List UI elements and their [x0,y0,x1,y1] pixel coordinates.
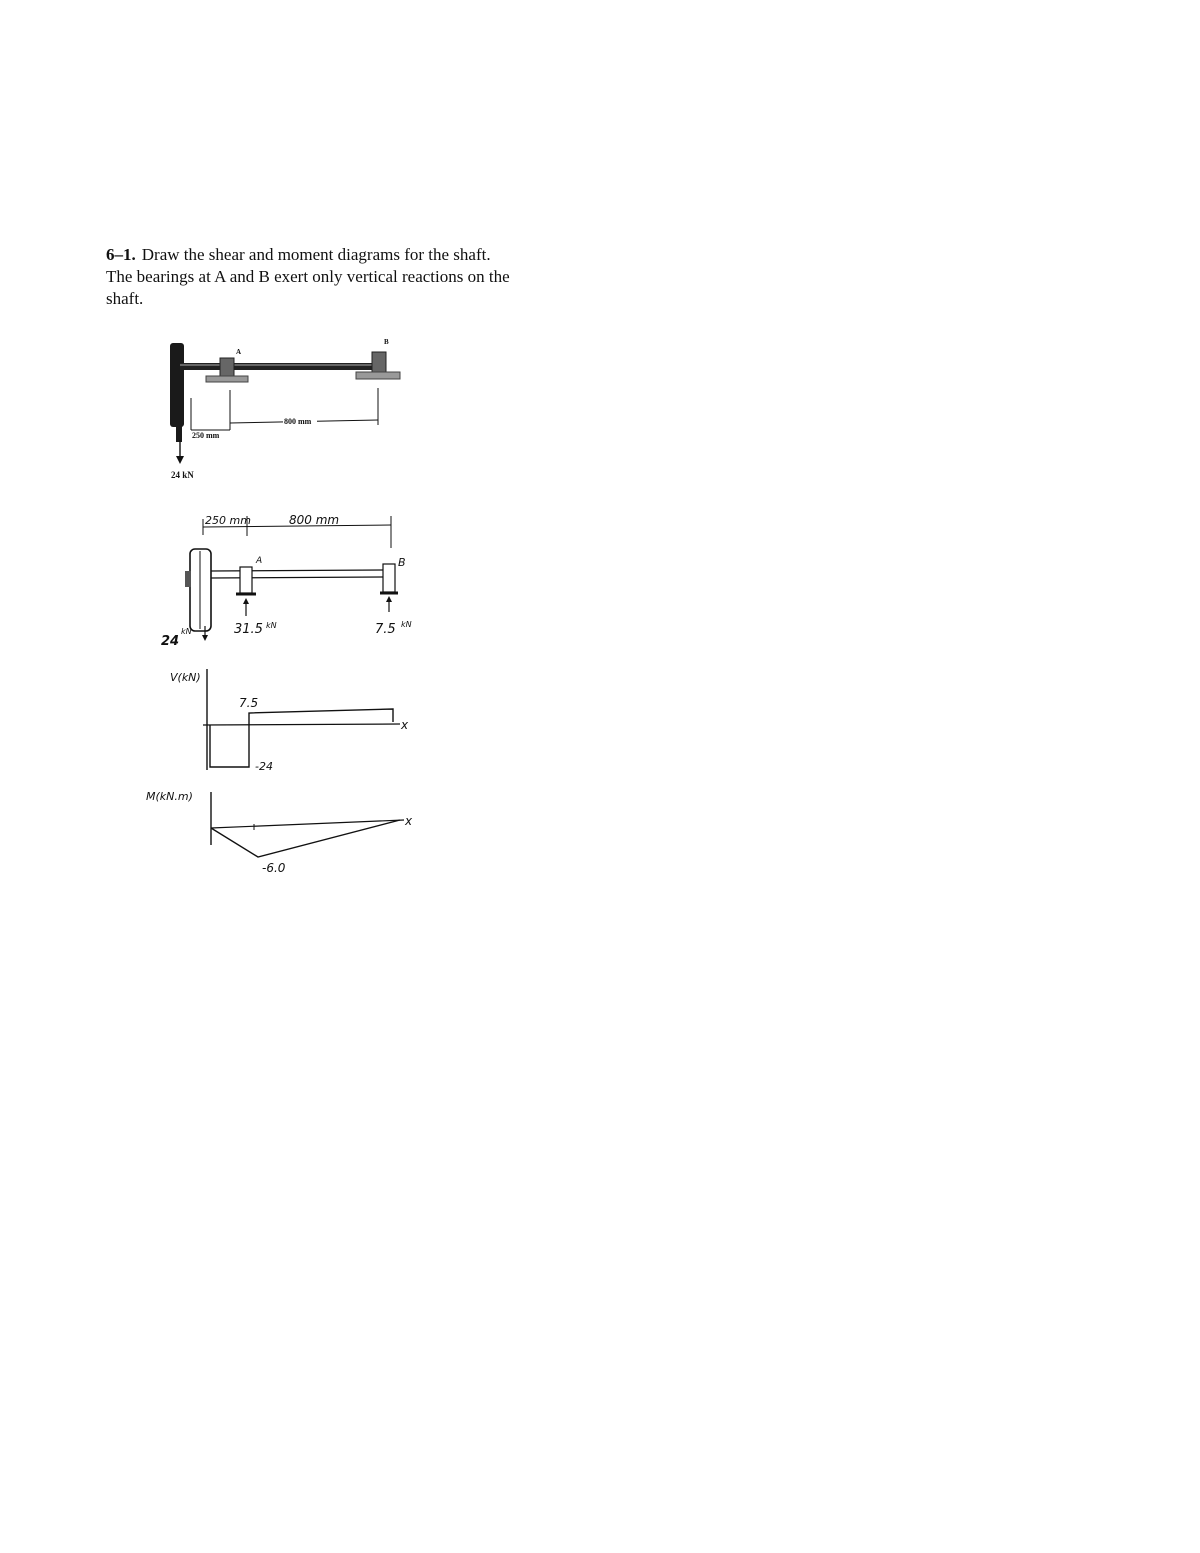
fbd-dim-left: 250 mm [205,514,251,527]
shear-diagram [170,669,409,773]
fbd-label-b: B [398,556,406,569]
problem-line-2: The bearings at A and B exert only vertical reactions on the [106,267,510,286]
shear-x-label: x [401,718,409,732]
shear-x-axis [203,724,400,725]
shear-pos-value: 7.5 [239,696,259,710]
shear-neg-value: -24 [255,760,273,773]
dim-left: 250 mm [192,431,220,440]
fbd-reaction-b-unit: kN [401,620,412,629]
fbd-shaft [211,570,386,571]
fbd-reaction-a-unit: kN [266,621,277,630]
fbd-label-a: A [256,556,263,566]
moment-axis-label: M(kN.m) [146,790,193,803]
dim-span: 800 mm [284,417,312,426]
moment-diagram [146,790,413,875]
moment-x-label: x [405,814,413,828]
fbd-load-value: 24 [161,634,180,649]
fbd-reaction-b: 7.5 [375,622,396,637]
bearing-a [220,358,234,378]
shaft-photo-figure [170,338,400,480]
label-b: B [384,338,389,346]
bearing-b [372,352,386,374]
problem-line-3: shaft. [106,289,144,308]
fbd-dim-span: 800 mm [289,513,340,527]
fbd-bearing-b [383,564,395,592]
problem-line-1: 6–1. Draw the shear and moment diagrams for the shaft. [106,245,491,264]
fbd-load-unit: kN [181,627,192,636]
fbd-reaction-a: 31.5 [234,622,263,637]
label-a: A [236,348,242,356]
moment-curve [211,820,400,857]
fbd-bearing-a [240,567,252,593]
moment-min-value: -6.0 [262,861,286,875]
free-body-diagram [161,513,412,649]
problem-number: 6–1. [106,245,136,264]
shear-axis-label: V(kN) [170,671,201,684]
shear-curve [210,709,393,767]
pulley [170,343,184,427]
load-label: 24 kN [171,470,194,480]
shaft [180,363,380,370]
